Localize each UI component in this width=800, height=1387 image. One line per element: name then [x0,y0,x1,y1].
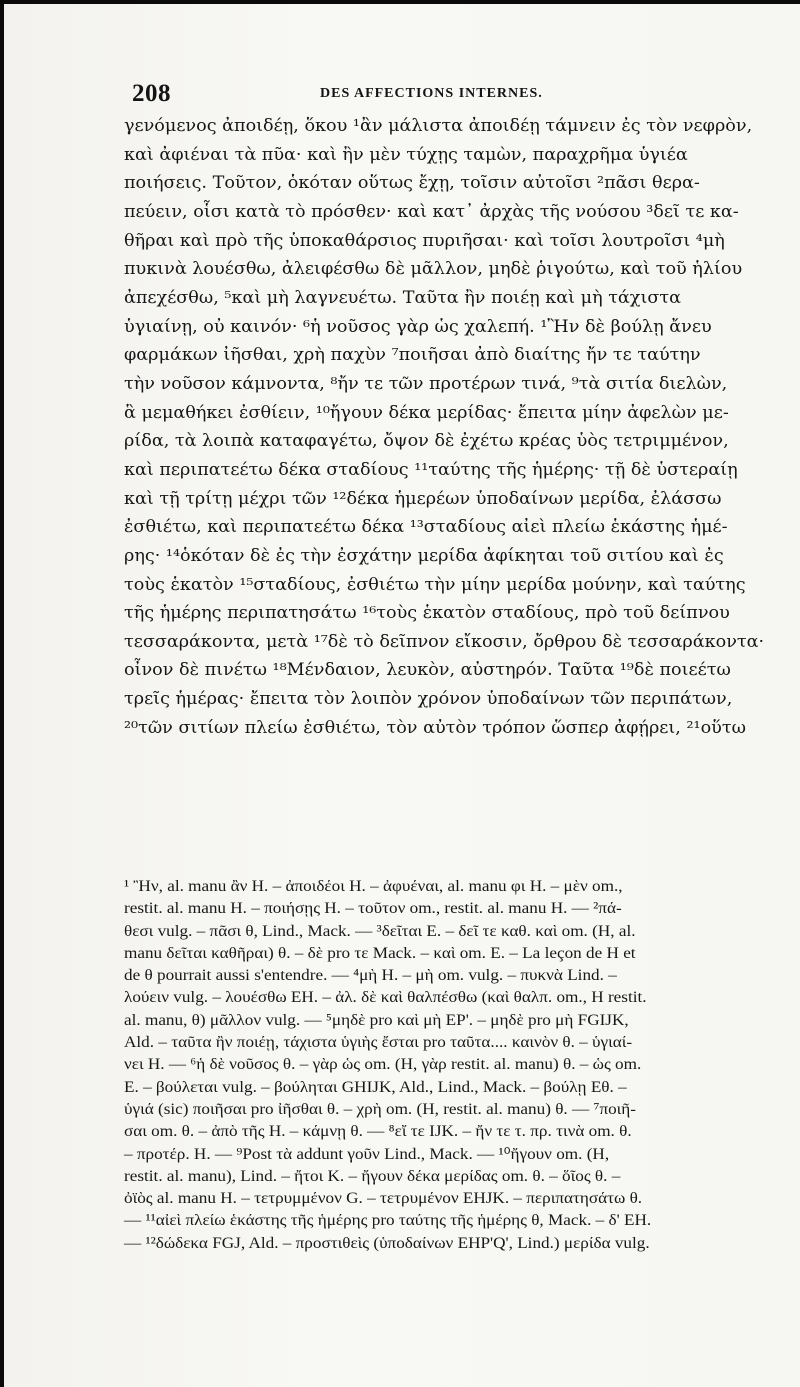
body-line: τῆς ἡμέρης περιπατησάτω ¹⁶τοὺς ἑκατὸν σταδίους, πρὸ τοῦ δείπνου [124,603,730,623]
footnotes [124,876,772,1255]
footnote-line: σαι om. θ. – ἀπὸ τῆς H. – κάμνῃ θ. — ⁸εἴ τε IJK. – ἤν τε τ. πρ. τινὰ om. θ. [124,1123,632,1141]
body-line: ²⁰τῶν σιτίων πλείω ἐσθιέτω, τὸν αὐτὸν τρόπον ὥσπερ ἀφῄρει, ²¹οὕτω [124,717,746,737]
body-line: φαρμάκων ἰῆσθαι, χρὴ παχὺν ⁷ποιῆσαι ἀπὸ διαίτης ἤν τε ταύτην [124,345,701,365]
footnote-line: restit. al. manu H. – ποιήσῃς H. – τοῦτον om., restit. al. manu H. — ²πά- [124,900,622,918]
body-line: οἶνον δὲ πινέτω ¹⁸Μένδαιον, λευκὸν, αὐστηρόν. Ταῦτα ¹⁹δὲ ποιεέτω [124,660,731,680]
footnote-line: θεσι vulg. – πᾶσι θ, Lind., Mack. — ³δεῖται E. – δεῖ τε καθ. καὶ om. (H, al. [124,922,636,940]
footnote-line: – προτέρ. H. — ⁹Post τὰ addunt γοῦν Lind., Mack. — ¹⁰ἤγουν om. (H, [124,1145,610,1163]
body-line: καὶ περιπατεέτω δέκα σταδίους ¹¹ταύτης τῆς ἡμέρης· τῇ δὲ ὑστεραίῃ [124,459,738,479]
running-head [124,80,764,110]
footnote-line: ὀϊὸς al. manu H. – τετρυμμένον G. – τετρυμένον EHJK. – περιπατησάτω θ. [124,1190,643,1208]
footnote-line: — ¹¹αἰεὶ πλείω ἑκάστης τῆς ἡμέρης pro ταύτης τῆς ἡμέρης θ, Mack. – δ' EH. [124,1212,652,1230]
body-line: καὶ ἀφιέναι τὰ πῦα· καὶ ἢν μὲν τύχῃς ταμὼν, παραχρῆμα ὑγιέα [124,144,688,164]
body-line: πεύειν, οἷσι κατὰ τὸ πρόσθεν· καὶ κατ᾽ ἀρχὰς τῆς νούσου ³δεῖ τε κα- [124,201,739,221]
body-line: ρης· ¹⁴ὁκόταν δὲ ἐς τὴν ἐσχάτην μερίδα ἀφίκηται τοῦ σιτίου καὶ ἐς [124,545,724,565]
body-line: ἀπεχέσθω, ⁵καὶ μὴ λαγνευέτω. Ταῦτα ἢν ποιέῃ καὶ μὴ τάχιστα [124,287,681,307]
footnote-line: ¹ Ἢν, al. manu ἂν H. – ἀποιδέοι H. – ἀφυέναι, al. manu φι H. – μὲν om., [124,878,623,895]
footnote-line: — ¹²δώδεκα FGJ, Ald. – προστιθεὶς (ὑποδαίνων EHP'Q', Lind.) μερίδα vulg. [124,1234,650,1252]
footnote-line: λούειν vulg. – λουέσθω EH. – ἀλ. δὲ καὶ θαλπέσθω (καὶ θαλπ. om., H restit. [124,989,647,1007]
body-line: ρίδα, τὰ λοιπὰ καταφαγέτω, ὄψον δὲ ἐχέτω κρέας ὑὸς τετριμμένον, [124,431,729,451]
book-page [4,4,800,1387]
body-line: τὴν νοῦσον κάμνοντα, ⁸ἤν τε τῶν προτέρων τινά, ⁹τὰ σιτία διελὼν, [124,373,728,393]
footnote-line: manu δεῖται καθῆραι) θ. – δὲ pro τε Mack. – καὶ om. E. – La leçon de H et [124,944,636,962]
body-line: τρεῖς ἡμέρας· ἔπειτα τὸν λοιπὸν χρόνον ὑποδαίνων τῶν περιπάτων, [124,689,733,709]
footnote-line: Ald. – ταῦτα ἢν ποιέῃ, τάχιστα ὑγιὴς ἔσται pro ταῦτα.... καινὸν θ. – ὑγιαί- [124,1034,633,1052]
body-line: ὑγιαίνῃ, οὐ καινόν· ⁶ἡ νοῦσος γὰρ ὡς χαλεπή. ¹Ἢν δὲ βούλῃ ἄνευ [124,316,712,336]
body-line: γενόμενος ἀποιδέῃ, ὅκου ¹ἂν μάλιστα ἀποιδέῃ τάμνειν ἐς τὸν νεφρὸν, [124,116,753,135]
running-title: DES AFFECTIONS INTERNES. [320,86,543,101]
body-line: καὶ τῇ τρίτῃ μέχρι τῶν ¹²δέκα ἡμερέων ὑποδαίνων μερίδα, ἐλάσσω [124,488,722,508]
body-line: τεσσαράκοντα, μετὰ ¹⁷δὲ τὸ δεῖπνον εἴκοσιν, ὄρθρου δὲ τεσσαράκοντα· [124,631,765,651]
footnote-line: de θ pourrait aussi s'entendre. — ⁴μὴ H. – μὴ om. vulg. – πυκνὰ Lind. – [124,967,617,985]
body-line: ποιήσεις. Τοῦτον, ὁκόταν οὕτως ἔχῃ, τοῖσιν αὐτοῖσι ²πᾶσι θερα- [124,173,700,193]
body-line: ἃ μεμαθήκει ἐσθίειν, ¹⁰ἤγουν δέκα μερίδας· ἔπειτα μίην ἀφελὼν με- [124,402,729,422]
footnote-line: restit. al. manu), Lind. – ἤτοι K. – ἤγουν δέκα μερίδας om. θ. – ὅῖος θ. – [124,1167,621,1185]
page-number: 208 [132,80,171,107]
body-line: τοὺς ἑκατὸν ¹⁵σταδίους, ἐσθιέτω τὴν μίην μερίδα μούνην, καὶ ταύτης [124,574,746,594]
footnote-line: E. – βούλεται vulg. – βούληται GHIJK, Ald., Lind., Mack. – βούλῃ Eθ. – [124,1078,627,1096]
body-line: ἐσθιέτω, καὶ περιπατεέτω δέκα ¹³σταδίους αἰεὶ πλείω ἑκάστης ἡμέ- [124,517,728,537]
body-line: πυκινὰ λουέσθω, ἀλειφέσθω δὲ μᾶλλον, μηδὲ ῥιγούτω, καὶ τοῦ ἡλίου [124,259,743,279]
main-text [124,112,772,742]
footnote-line: νει H. — ⁶ἡ δὲ νοῦσος θ. – γὰρ ὡς om. (H, γὰρ restit. al. manu) θ. – ὡς om. [124,1056,642,1074]
footnote-line: al. manu, θ) μᾶλλον vulg. — ⁵μηδὲ pro καὶ μὴ EP'. – μηδὲ pro μὴ FGIJK, [124,1011,629,1029]
body-line: θῆραι καὶ πρὸ τῆς ὑποκαθάρσιος πυριῆσαι· καὶ τοῖσι λουτροῖσι ⁴μὴ [124,230,725,250]
footnote-line: ὑγιά (sic) ποιῆσαι pro ἰῆσθαι θ. – χρὴ om. (H, restit. al. manu) θ. — ⁷ποιῆ- [124,1100,637,1118]
